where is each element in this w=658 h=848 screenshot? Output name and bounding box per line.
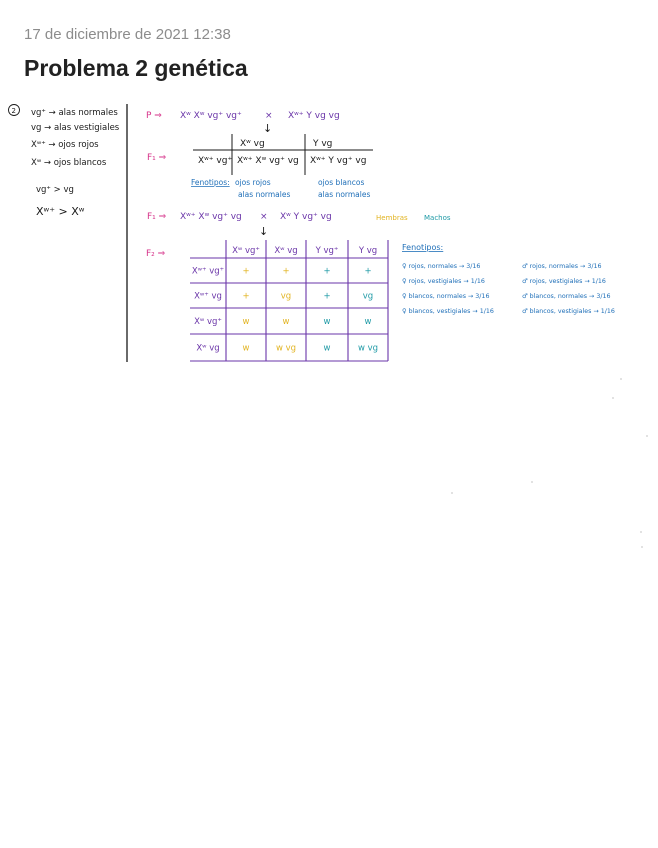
f2-label: F₂ ⇒ (146, 249, 166, 259)
f2-col-header: Y vg (358, 246, 378, 256)
f2-cell: + (323, 266, 331, 277)
f2-cell: w (364, 317, 372, 327)
f2-male-pheno-2: ♂ rojos, vestigiales → 1/16 (522, 278, 606, 285)
f1-cross-female: Xʷ⁺ Xʷ vg⁺ vg (180, 212, 242, 222)
p-label: P ⇒ (146, 111, 162, 121)
f1-table (147, 134, 373, 199)
dominance-vg: vg⁺ > vg (36, 185, 74, 195)
f1-pheno-male-1: ojos blancos (318, 178, 365, 187)
f1-col-2: Y vg (313, 139, 333, 149)
f2-cell: w (282, 317, 290, 327)
f2-punnett-square (190, 240, 388, 361)
f1-arrow-icon: ↓ (259, 225, 269, 238)
f1-cell-2: Xʷ⁺ Y vg⁺ vg (310, 156, 367, 166)
page-title: Problema 2 genética (24, 55, 248, 81)
dominance-x: Xʷ⁺ > Xʷ (36, 205, 85, 218)
legend-line-4: Xʷ → ojos blancos (31, 158, 107, 168)
f2-male-pheno-1: ♂ rojos, normales → 3/16 (522, 263, 602, 270)
f2-cell: w vg (275, 343, 297, 354)
legend-line-1: vg⁺ → alas normales (31, 108, 118, 118)
f1-cross-times: × (260, 212, 268, 222)
f2-cell: w (323, 343, 331, 354)
f2-row-header: Xʷ⁺ vg (194, 291, 222, 302)
legend-section (9, 105, 120, 219)
f2-row-header: Xʷ vg⁺ (194, 317, 222, 327)
f2-female-pheno-2: ♀ rojos, vestigiales → 1/16 (402, 278, 485, 285)
f2-row-header: Xʷ⁺ vg⁺ (191, 266, 225, 277)
f2-phenotypes (402, 243, 615, 315)
f2-cell: w vg (357, 343, 379, 354)
f1-label: F₁ ⇒ (147, 153, 167, 163)
f2-male-pheno-4: ♂ blancos, vestigiales → 1/16 (522, 308, 615, 315)
p-arrow-icon: ↓ (263, 122, 273, 135)
note-date: 17 de diciembre de 2021 12:38 (24, 26, 231, 43)
f1-pheno-female-1: ojos rojos (235, 178, 271, 187)
f1-pheno-male-2: alas normales (318, 190, 371, 199)
f2-col-header: Xʷ vg (274, 246, 298, 256)
f2-cell: vg (362, 291, 374, 302)
f1-row-header: Xʷ⁺ vg⁺ (198, 156, 233, 166)
f2-row-header: Xʷ vg (196, 343, 220, 354)
f2-cell: w (242, 317, 250, 327)
f1-col-1: Xʷ vg (240, 139, 265, 149)
f1-cross-male: Xʷ Y vg⁺ vg (280, 212, 332, 222)
f2-cell: + (323, 291, 331, 302)
f2-female-pheno-1: ♀ rojos, normales → 3/16 (402, 263, 481, 270)
f2-female-pheno-3: ♀ blancos, normales → 3/16 (402, 293, 490, 300)
f2-male-pheno-3: ♂ blancos, normales → 3/16 (522, 293, 611, 300)
f2-cell: + (282, 266, 290, 277)
f1-cross-label: F₁ ⇒ (147, 212, 167, 222)
f1-cell-1: Xʷ⁺ Xʷ vg⁺ vg (237, 156, 299, 166)
key-machos: Machos (424, 214, 451, 222)
f2-cell: vg (280, 291, 292, 302)
p-cross (146, 111, 340, 135)
p-male: Xʷ⁺ Y vg vg (288, 111, 340, 121)
f1-fenotipos-label: Fenotipos: (191, 178, 230, 187)
problem-number: 2 (11, 107, 16, 115)
f1-cross (147, 212, 451, 238)
f2-fenotipos-label: Fenotipos: (402, 243, 444, 252)
f2-cell: + (242, 291, 250, 302)
f2-col-header: Xʷ vg⁺ (232, 246, 260, 256)
f2-cell: w (323, 317, 331, 327)
f2-col-header: Y vg⁺ (315, 246, 339, 256)
legend-line-2: vg → alas vestigiales (31, 123, 120, 133)
key-hembras: Hembras (376, 214, 408, 222)
p-times: × (265, 111, 273, 121)
f2-female-pheno-4: ♀ blancos, vestigiales → 1/16 (402, 308, 494, 315)
f2-cell: w (242, 343, 250, 354)
f2-cell: + (242, 266, 250, 277)
p-female: Xʷ Xʷ vg⁺ vg⁺ (180, 111, 242, 121)
f1-pheno-female-2: alas normales (238, 190, 291, 199)
paper-specks (451, 378, 647, 547)
f2-cell: + (364, 266, 372, 277)
legend-line-3: Xʷ⁺ → ojos rojos (31, 140, 99, 150)
